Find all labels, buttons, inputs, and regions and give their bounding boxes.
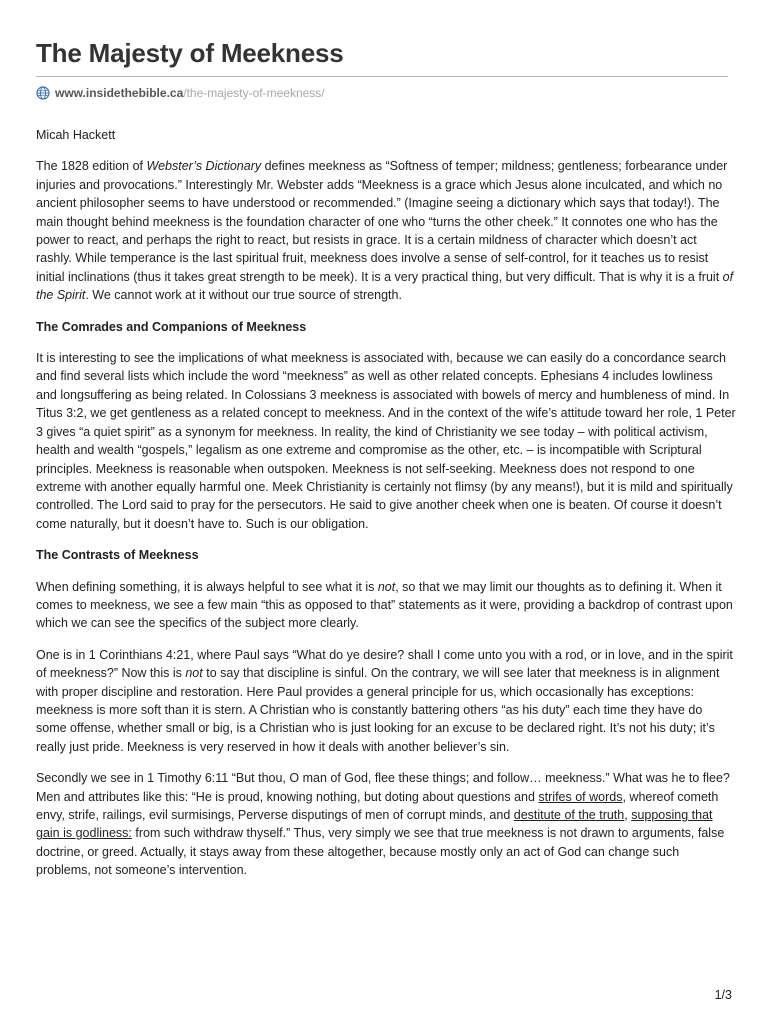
section-heading-comrades: The Comrades and Companions of Meekness (36, 319, 307, 334)
article-body (36, 126, 736, 893)
paragraph-contrasts-intro: When defining something, it is always helpful to see what it is not, so that we may limit our thoughts as to defining it. When it comes to meekness, we see a few main “this as opposed to that” statements as it were, providing a backdrop of contrast upon which we can see the specifics of the subject more clearly. (36, 579, 733, 631)
source-domain[interactable]: www.insidethebible.ca (55, 86, 184, 100)
page-title: The Majesty of Meekness (36, 38, 344, 68)
author-name: Micah Hackett (36, 128, 116, 142)
source-link[interactable] (36, 84, 325, 102)
underlined-phrase: strifes of words (538, 789, 623, 804)
dictionary-title: Webster’s Dictionary (146, 159, 262, 174)
underlined-phrase: destitute of the truth (513, 808, 625, 822)
title-divider (36, 76, 728, 77)
paragraph-corinthians: One is in 1 Corinthians 4:21, where Paul says “What do ye desire? shall I come unto you with a rod, or in love, and in the spirit of meekness?” Now this is not to say that discipline is sinful. On the contrary, we will see later that meekness is in alignment with proper discipline and restoration. Here Paul provides a general principle for us, which occasionally has exceptions: meekness is more soft than it is stern. A Christian who is constantly battering others “as his duty” each time they have do some offense, whether small or big, is a Christian who is just looking for an excuse to be declared right. It’s not his duty; it’s really just pride. Meekness is very reserved in how it deals with another believer’s sin. (36, 647, 733, 754)
paragraph-comrades: It is interesting to see the implications of what meekness is associated with, because we can easily do a concordance search and find several lists which include the word “meekness” as well as other related concepts. Ephesians 4 includes lowliness and longsuffering as being related. In Colossians 3 meekness is associated with bowels of mercy and humbleness of mind. In Titus 3:2, we get gentleness as a related concept to meekness. And in the context of the wife’s attitude toward her role, 1 Peter 3 gives “a quiet spirit” as a synonym for meekness. In reality, the kind of Christianity we see today – with political activism, health and wealth “gospels,” legalism as one extreme and compromise as the other, etc. – is incompatible with Scriptural principles. Meekness is reasonable when outspoken. Meekness is not self-seeking. Meekness does not respond to one extreme with another equally harmful one. Meek Christianity is certainly not flimsy (by any means!), but it is mild and spiritually controlled. The Lord said to pray for the persecutors. He said to give another cheek when one is beaten. Of course it doesn’t come naturally, but it doesn’t have to. Such is our obligation. (36, 351, 736, 531)
globe-icon (36, 86, 50, 100)
paragraph-timothy: Secondly we see in 1 Timothy 6:11 “But thou, O man of God, flee these things; and follow… meekness.” What was he to flee? Men and attributes like this: “He is proud, knowing nothing, but doting about questions and strifes of words, whereof cometh envy, strife, railings, evil surmisings, Perverse disputings of men of corrupt minds, and destitute of the truth, supposing that gain is godliness: from such withdraw thyself.” Thus, very simply we see that true meekness is not drawn to arguments, false doctrine, or greed. Actually, it stays away from these altogether, because mostly only an act of God can change such problems, not someone’s intervention. (36, 771, 730, 878)
underlined-phrase: supposing that gain is godliness: (36, 808, 713, 841)
section-heading-contrasts: The Contrasts of Meekness (36, 548, 199, 563)
source-path[interactable]: /the-majesty-of-meekness/ (183, 86, 325, 100)
page-number: 1/3 (714, 988, 732, 1002)
paragraph-intro: The 1828 edition of Webster’s Dictionary defines meekness as “Softness of temper; mildness; gentleness; forbearance under injuries and provocations.” Interestingly Mr. Webster adds “Meekness is a grace which Jesus alone inculcated, and which no ancient philosopher seems to have understood or recommended.” (Imagine seeing a dictionary which says that today!). The main thought behind meekness is the foundation character of one who “turns the other cheek.” It connotes one who has the power to react, and perhaps the right to react, but resists in grace. It is a certain mildness of character which doesn’t act rashly. While temperance is the last spiritual fruit, meekness does involve a sense of self-control, for it teaches us to resist initial inclinations (thus it takes great strength to be meek). It is a very practical thing, but very difficult. That is why it is a fruit of the Spirit. We cannot work at it without our true source of strength. (36, 159, 734, 303)
